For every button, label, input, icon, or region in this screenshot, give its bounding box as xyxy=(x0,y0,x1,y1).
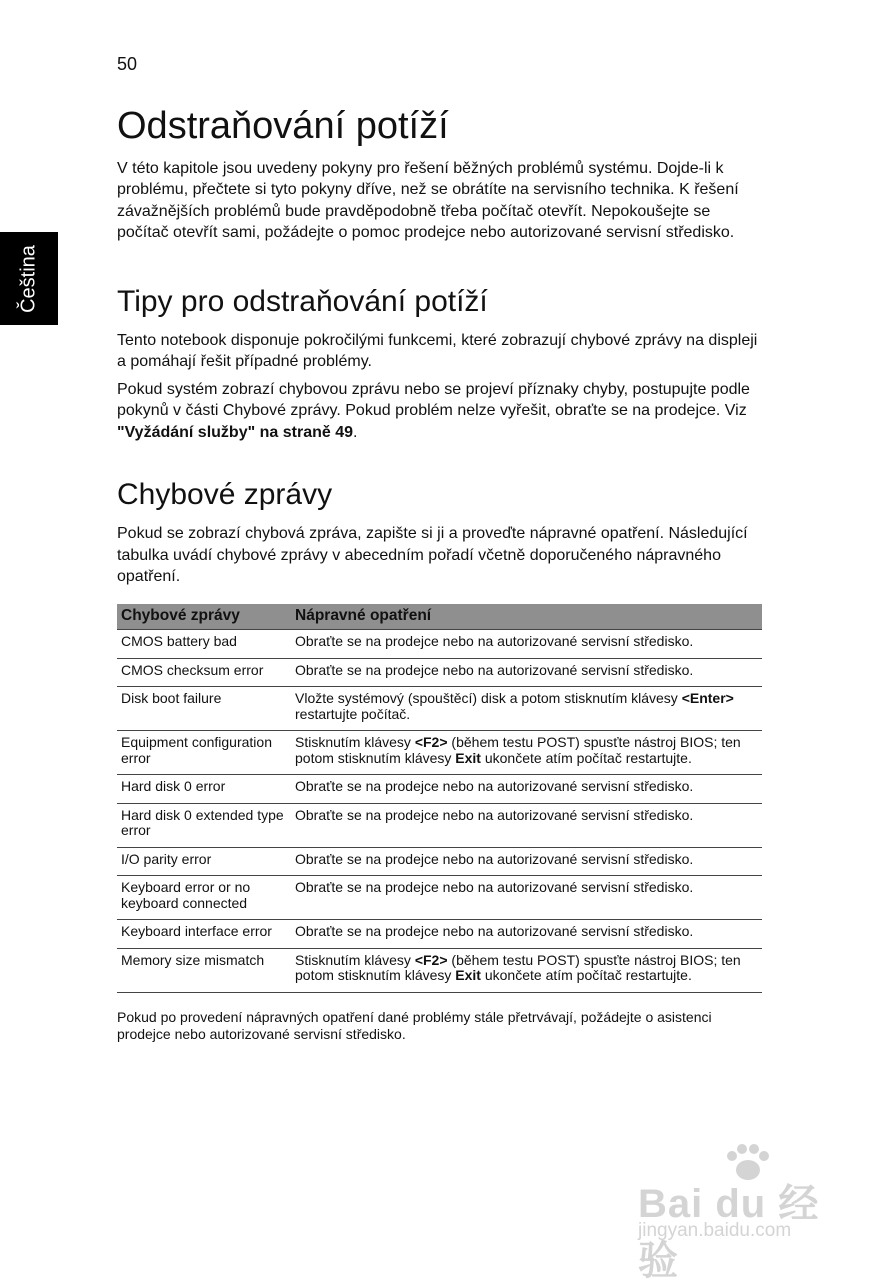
error-message: CMOS checksum error xyxy=(117,658,291,687)
action-text: Stisknutím klávesy xyxy=(295,734,415,751)
watermark-brand: Bai du 经验 xyxy=(638,1182,820,1283)
action-text: restartujte počítač. xyxy=(295,705,411,722)
action-text: ukončete atím počítač restartujte. xyxy=(480,967,692,984)
error-message: I/O parity error xyxy=(117,847,291,876)
error-message: Memory size mismatch xyxy=(117,948,291,992)
key-name: <Enter> xyxy=(681,690,734,707)
error-message: Disk boot failure xyxy=(117,687,291,731)
table-header-row xyxy=(117,604,762,630)
action-text: (během testu POST) spusťte nástroj BIOS; ten potom stisknutím klávesy xyxy=(295,951,741,984)
table-row xyxy=(117,948,762,992)
table-row xyxy=(117,920,762,949)
key-name: Exit xyxy=(455,967,481,984)
error-message: Keyboard error or no keyboard connected xyxy=(117,876,291,920)
column-header-action: Nápravné opatření xyxy=(291,604,762,630)
corrective-action: Obraťte se na prodejce nebo na autorizované servisní středisko. xyxy=(291,803,762,847)
errors-intro: Pokud se zobrazí chybová zpráva, zapište si ji a proveďte nápravné opatření. Následující tabulka uvádí chybové zprávy v abecedním pořadí včetně doporučeného nápravného opatření. xyxy=(117,525,748,586)
tips-paragraph-2-end: . xyxy=(353,423,358,441)
table-row xyxy=(117,731,762,775)
error-message: Hard disk 0 extended type error xyxy=(117,803,291,847)
column-header-message: Chybové zprávy xyxy=(117,604,291,630)
page-content xyxy=(117,104,762,1043)
error-messages-table xyxy=(117,604,762,993)
action-text: ukončete atím počítač restartujte. xyxy=(480,749,692,766)
error-message: Keyboard interface error xyxy=(117,920,291,949)
corrective-action: Obraťte se na prodejce nebo na autorizované servisní středisko. xyxy=(291,847,762,876)
service-reference-link[interactable]: "Vyžádání služby" na straně 49 xyxy=(117,423,353,441)
table-row xyxy=(117,876,762,920)
corrective-action xyxy=(291,731,762,775)
corrective-action: Obraťte se na prodejce nebo na autorizované servisní středisko. xyxy=(291,775,762,804)
intro-paragraph: V této kapitole jsou uvedeny pokyny pro řešení běžných problémů systému. Dojde-li k problému, přečtete si tyto pokyny dříve, než se obrátíte na servisního technika. K řešení závažnějších problémů bude pravděpodobně třeba počítač otevřít. Nepokoušejte se počítač otevřít sami, požádejte o pomoc prodejce nebo autorizované servisní středisko. xyxy=(117,159,739,242)
corrective-action xyxy=(291,948,762,992)
page-number: 50 xyxy=(117,54,138,74)
action-text: Stisknutím klávesy xyxy=(295,951,415,968)
table-row xyxy=(117,658,762,687)
action-text: (během testu POST) spusťte nástroj BIOS; ten potom stisknutím klávesy xyxy=(295,734,741,766)
tips-heading: Tipy pro odstraňování potíží xyxy=(117,284,488,318)
errors-heading: Chybové zprávy xyxy=(117,478,333,512)
corrective-action: Obraťte se na prodejce nebo na autorizované servisní středisko. xyxy=(291,658,762,687)
key-name: <F2> xyxy=(414,734,448,751)
table-row xyxy=(117,775,762,804)
corrective-action: Obraťte se na prodejce nebo na autorizované servisní středisko. xyxy=(291,630,762,659)
page-title: Odstraňování potíží xyxy=(117,105,449,147)
tips-paragraph-1: Tento notebook disponuje pokročilými funkcemi, které zobrazují chybové zprávy na displeji a pomáhají řešit případné problémy. xyxy=(117,331,758,371)
key-name: Exit xyxy=(455,749,481,766)
corrective-action: Obraťte se na prodejce nebo na autorizované servisní středisko. xyxy=(291,876,762,920)
baidu-watermark xyxy=(632,1142,852,1283)
watermark-url: jingyan.baidu.com xyxy=(638,1220,792,1241)
table-row xyxy=(117,847,762,876)
language-tab-label: Čeština xyxy=(17,244,40,313)
error-message: CMOS battery bad xyxy=(117,630,291,659)
corrective-action xyxy=(291,687,762,731)
tips-paragraph-2-text: Pokud systém zobrazí chybovou zprávu nebo se projeví příznaky chyby, postupujte podle pokynů v části Chybové zprávy. Pokud problém nelze vyřešit, obraťte se na prodejce. Viz xyxy=(117,380,750,420)
table-row xyxy=(117,687,762,731)
language-tab xyxy=(0,232,58,325)
footnote: Pokud po provedení nápravných opatření dané problémy stále přetrvávají, požádejte o asistenci prodejce nebo autorizované servisní středisko. xyxy=(117,1008,712,1042)
error-message: Equipment configuration error xyxy=(117,731,291,775)
tips-paragraph-2 xyxy=(117,379,762,444)
table-row xyxy=(117,803,762,847)
action-text: Vložte systémový (spouštěcí) disk a potom stisknutím klávesy xyxy=(295,690,682,707)
error-message: Hard disk 0 error xyxy=(117,775,291,804)
table-row xyxy=(117,630,762,659)
key-name: <F2> xyxy=(414,951,448,968)
corrective-action: Obraťte se na prodejce nebo na autorizované servisní středisko. xyxy=(291,920,762,949)
